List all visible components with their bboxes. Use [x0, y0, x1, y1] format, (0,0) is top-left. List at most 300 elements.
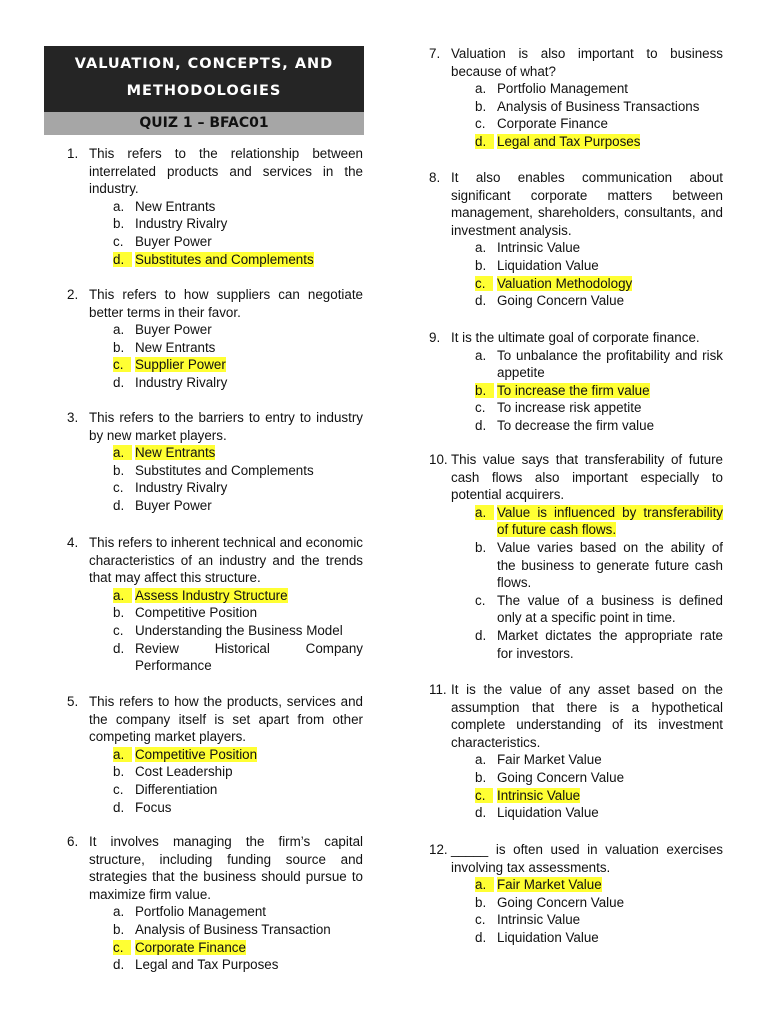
option-text-wrap	[497, 627, 723, 662]
option-letter-text: c.	[113, 622, 124, 638]
option-letter-text: d.	[113, 252, 132, 267]
question-number: 3.	[67, 410, 79, 425]
question-stem	[429, 681, 723, 751]
option-letter-text: d.	[113, 374, 125, 390]
question-8	[429, 169, 723, 310]
option-letter-text: d.	[475, 627, 487, 643]
question-number: 7.	[429, 46, 441, 61]
option-text-wrap	[497, 399, 723, 417]
question-stem	[429, 169, 723, 239]
option-letter	[113, 374, 135, 392]
question-4	[67, 534, 363, 675]
option-text-wrap	[497, 769, 723, 787]
answer-option	[113, 781, 363, 799]
option-list	[429, 504, 723, 662]
question-number: 9.	[429, 330, 441, 345]
option-letter-text: b.	[475, 894, 487, 910]
option-letter	[475, 239, 497, 257]
option-letter-text: c.	[475, 400, 486, 416]
option-text: Intrinsic Value	[497, 787, 581, 803]
option-text: Assess Industry Structure	[135, 587, 288, 603]
option-text-wrap	[135, 903, 363, 921]
option-letter	[475, 417, 497, 435]
option-text: Going Concern Value	[497, 293, 625, 309]
option-text: Substitutes and Complements	[135, 462, 314, 478]
option-letter	[475, 257, 497, 275]
option-letter-text: b.	[113, 216, 125, 232]
option-text: Focus	[135, 799, 172, 815]
option-list	[67, 587, 363, 675]
option-letter-text: b.	[475, 98, 487, 114]
option-text: Corporate Finance	[135, 939, 246, 955]
option-letter	[475, 592, 497, 627]
option-letter	[113, 215, 135, 233]
option-letter	[113, 781, 135, 799]
question-number: 8.	[429, 170, 441, 185]
option-letter-text: d.	[475, 417, 487, 433]
option-letter	[475, 133, 497, 151]
option-text-wrap	[135, 356, 363, 374]
answer-option-highlighted	[113, 746, 363, 764]
option-letter	[113, 233, 135, 251]
option-letter	[113, 956, 135, 974]
answer-option-highlighted	[475, 787, 723, 805]
option-text: Fair Market Value	[497, 752, 602, 768]
option-letter	[113, 356, 135, 374]
answer-option-highlighted	[113, 251, 363, 269]
option-letter	[475, 382, 497, 400]
option-letter	[113, 604, 135, 622]
question-stem	[429, 329, 723, 347]
option-text: Analysis of Business Transaction	[135, 921, 331, 937]
option-text: Portfolio Management	[135, 904, 267, 920]
answer-option	[475, 592, 723, 627]
option-text: Liquidation Value	[497, 805, 599, 821]
option-text-wrap	[497, 239, 723, 257]
question-number: 5.	[67, 694, 79, 709]
option-letter	[475, 627, 497, 662]
option-text-wrap	[497, 115, 723, 133]
option-text-wrap	[135, 198, 363, 216]
answer-option	[113, 198, 363, 216]
option-letter	[113, 497, 135, 515]
question-text: This refers to the relationship between interrelated products and services in the industry.	[89, 146, 363, 197]
option-text: Buyer Power	[135, 233, 212, 249]
question-12	[429, 841, 723, 947]
answer-option	[113, 215, 363, 233]
option-text-wrap	[497, 347, 723, 382]
answer-option-highlighted	[113, 939, 363, 957]
option-text-wrap	[135, 956, 363, 974]
option-letter-text: b.	[475, 539, 487, 555]
option-text-wrap	[135, 251, 363, 269]
option-letter-text: a.	[113, 904, 125, 920]
answer-option-highlighted	[475, 382, 723, 400]
option-text-wrap	[135, 604, 363, 622]
option-letter-text: c.	[113, 940, 131, 955]
option-letter	[113, 479, 135, 497]
question-text: This refers to inherent technical and economic characteristics of an industry and the trends that may affect this structure.	[89, 535, 363, 586]
option-text-wrap	[135, 921, 363, 939]
question-stem	[67, 286, 363, 321]
option-text-wrap	[135, 479, 363, 497]
answer-option	[475, 399, 723, 417]
question-stem	[67, 693, 363, 746]
option-letter	[113, 939, 135, 957]
option-text-wrap	[135, 374, 363, 392]
question-11	[429, 681, 723, 822]
question-stem	[67, 534, 363, 587]
option-text: Intrinsic Value	[497, 240, 581, 256]
question-stem	[429, 841, 723, 876]
title-line-1: VALUATION, CONCEPTS, AND	[74, 56, 334, 72]
option-text-wrap	[135, 215, 363, 233]
option-text: Industry Rivalry	[135, 216, 228, 232]
option-text-wrap	[135, 321, 363, 339]
question-number: 11.	[429, 682, 447, 697]
option-letter-text: b.	[113, 921, 125, 937]
question-stem	[67, 409, 363, 444]
option-list	[67, 321, 363, 391]
answer-option	[475, 627, 723, 662]
option-text: New Entrants	[135, 339, 216, 355]
option-letter	[113, 444, 135, 462]
option-letter-text: c.	[475, 276, 493, 291]
option-text-wrap	[497, 275, 723, 293]
option-text-wrap	[497, 911, 723, 929]
option-text-wrap	[497, 80, 723, 98]
question-stem	[67, 833, 363, 903]
question-text: It involves managing the firm’s capital structure, including funding source and strategies that the business should pursue to maximize firm value.	[89, 834, 363, 902]
option-text-wrap	[497, 751, 723, 769]
option-text: Competitive Position	[135, 746, 258, 762]
option-text: Supplier Power	[135, 357, 226, 373]
option-text-wrap	[135, 233, 363, 251]
option-text-wrap	[497, 417, 723, 435]
option-text-wrap	[497, 894, 723, 912]
answer-option	[113, 339, 363, 357]
option-letter	[475, 894, 497, 912]
option-text: Competitive Position	[135, 605, 258, 621]
option-list	[67, 444, 363, 514]
option-letter	[113, 251, 135, 269]
answer-option	[475, 911, 723, 929]
option-letter	[475, 399, 497, 417]
question-stem	[429, 451, 723, 504]
option-letter	[113, 763, 135, 781]
option-letter-text: c.	[113, 781, 124, 797]
answer-option	[475, 804, 723, 822]
option-text: Differentiation	[135, 781, 218, 797]
option-letter-text: b.	[113, 462, 125, 478]
answer-option	[475, 929, 723, 947]
answer-option	[475, 80, 723, 98]
option-text: Substitutes and Complements	[135, 251, 314, 267]
question-number: 12.	[429, 842, 448, 857]
answer-option-highlighted	[113, 356, 363, 374]
option-letter-text: b.	[475, 257, 487, 273]
option-letter-text: c.	[113, 480, 124, 496]
option-letter	[113, 640, 135, 675]
option-text: Buyer Power	[135, 322, 212, 338]
option-letter	[475, 292, 497, 310]
option-text: Valuation Methodology	[497, 275, 633, 291]
answer-option	[113, 903, 363, 921]
answer-option	[113, 921, 363, 939]
option-letter-text: b.	[113, 605, 125, 621]
option-text-wrap	[497, 876, 723, 894]
question-number: 1.	[67, 146, 79, 161]
option-text-wrap	[135, 640, 363, 675]
option-letter-text: c.	[113, 233, 124, 249]
option-text: New Entrants	[135, 198, 216, 214]
option-letter	[113, 339, 135, 357]
question-text: It is the ultimate goal of corporate finance.	[451, 330, 700, 345]
option-text-wrap	[497, 592, 723, 627]
answer-option	[475, 417, 723, 435]
option-list	[429, 239, 723, 309]
option-letter	[475, 347, 497, 382]
option-letter	[475, 275, 497, 293]
question-number: 2.	[67, 287, 79, 302]
option-text-wrap	[497, 133, 723, 151]
option-list	[429, 876, 723, 946]
question-text: _____ is often used in valuation exercises involving tax assessments.	[451, 842, 723, 875]
answer-option-highlighted	[475, 876, 723, 894]
option-letter	[475, 911, 497, 929]
question-number: 4.	[67, 535, 79, 550]
option-text-wrap	[135, 781, 363, 799]
answer-option	[113, 604, 363, 622]
answer-option	[475, 347, 723, 382]
option-letter-text: d.	[113, 799, 125, 815]
option-list	[67, 198, 363, 268]
option-letter	[475, 98, 497, 116]
answer-option	[113, 233, 363, 251]
option-text-wrap	[135, 339, 363, 357]
option-text-wrap	[135, 763, 363, 781]
answer-option	[113, 622, 363, 640]
option-letter	[475, 539, 497, 592]
option-text: To decrease the firm value	[497, 417, 655, 433]
option-letter-text: b.	[113, 764, 125, 780]
option-letter-text: d.	[113, 957, 125, 973]
option-text-wrap	[135, 799, 363, 817]
option-letter-text: a.	[475, 81, 487, 97]
option-list	[429, 347, 723, 435]
option-text: The value of a business is defined only at a specific point in time.	[497, 592, 723, 626]
option-letter-text: b.	[475, 769, 487, 785]
option-text: To increase risk appetite	[497, 400, 642, 416]
answer-option	[475, 239, 723, 257]
question-3	[67, 409, 363, 515]
option-text-wrap	[135, 462, 363, 480]
option-text: New Entrants	[135, 445, 216, 461]
option-letter-text: b.	[113, 339, 125, 355]
option-text: Intrinsic Value	[497, 912, 581, 928]
question-9	[429, 329, 723, 435]
option-text: Fair Market Value	[497, 877, 602, 893]
option-text-wrap	[497, 257, 723, 275]
option-letter-text: a.	[113, 588, 132, 603]
option-text-wrap	[135, 444, 363, 462]
option-text-wrap	[497, 98, 723, 116]
option-text: Industry Rivalry	[135, 374, 228, 390]
answer-option	[113, 497, 363, 515]
option-list	[429, 751, 723, 821]
option-letter-text: d.	[475, 134, 494, 149]
option-letter-text: a.	[113, 322, 125, 338]
option-text: To unbalance the profitability and risk appetite	[497, 347, 723, 381]
option-list	[429, 80, 723, 150]
option-letter	[113, 587, 135, 605]
option-list	[67, 903, 363, 973]
option-letter	[475, 769, 497, 787]
option-text-wrap	[135, 939, 363, 957]
option-letter	[113, 921, 135, 939]
answer-option	[113, 763, 363, 781]
option-text-wrap	[135, 746, 363, 764]
option-letter	[475, 929, 497, 947]
option-letter	[113, 903, 135, 921]
question-2	[67, 286, 363, 392]
option-letter	[113, 321, 135, 339]
answer-option	[113, 956, 363, 974]
option-letter-text: d.	[475, 293, 487, 309]
option-text: Legal and Tax Purposes	[135, 957, 279, 973]
answer-option	[475, 98, 723, 116]
option-letter-text: c.	[475, 592, 486, 608]
option-text: Understanding the Business Model	[135, 622, 343, 638]
option-letter	[475, 504, 497, 539]
option-text-wrap	[135, 622, 363, 640]
question-number: 10.	[429, 452, 448, 467]
option-letter-text: d.	[113, 640, 125, 656]
option-letter	[475, 115, 497, 133]
option-text-wrap	[497, 787, 723, 805]
option-text: Buyer Power	[135, 497, 212, 513]
option-text: Going Concern Value	[497, 894, 625, 910]
option-letter-text: d.	[113, 497, 125, 513]
option-letter-text: a.	[475, 752, 487, 768]
title-line-2: METHODOLOGIES	[126, 83, 282, 99]
option-text-wrap	[135, 497, 363, 515]
answer-option-highlighted	[475, 275, 723, 293]
answer-option	[475, 115, 723, 133]
option-text-wrap	[497, 539, 723, 592]
option-text: Review Historical Company Performance	[135, 640, 363, 674]
option-letter	[113, 462, 135, 480]
option-text: Value varies based on the ability of the business to generate future cash flows.	[497, 539, 723, 591]
question-7	[429, 45, 723, 151]
question-10	[429, 451, 723, 662]
option-letter-text: b.	[475, 383, 494, 398]
question-number: 6.	[67, 834, 79, 849]
answer-option	[475, 292, 723, 310]
option-letter-text: a.	[113, 445, 132, 460]
question-text: This refers to how the products, services and the company itself is set apart from other competing market players.	[89, 694, 363, 745]
question-text: It is the value of any asset based on the assumption that there is a hypothetical complete understanding of its investment characteristics.	[451, 682, 723, 750]
answer-option	[113, 374, 363, 392]
option-letter	[475, 80, 497, 98]
option-letter	[113, 799, 135, 817]
option-text: Market dictates the appropriate rate for investors.	[497, 627, 723, 661]
answer-option	[475, 539, 723, 592]
question-5	[67, 693, 363, 816]
answer-option-highlighted	[113, 587, 363, 605]
option-text-wrap	[497, 929, 723, 947]
option-letter	[475, 876, 497, 894]
answer-option	[113, 479, 363, 497]
option-letter	[475, 751, 497, 769]
question-stem	[429, 45, 723, 80]
answer-option	[475, 769, 723, 787]
answer-option	[113, 462, 363, 480]
option-letter-text: a.	[475, 347, 487, 363]
option-letter-text: c.	[475, 912, 486, 928]
option-text-wrap	[135, 587, 363, 605]
option-letter-text: d.	[475, 805, 487, 821]
option-text: Going Concern Value	[497, 769, 625, 785]
question-1	[67, 145, 363, 268]
option-letter-text: a.	[475, 505, 494, 520]
option-letter	[475, 787, 497, 805]
document-title	[44, 46, 364, 112]
option-letter	[113, 622, 135, 640]
question-text: This value says that transferability of future cash flows also important especially to potential acquirers.	[451, 452, 723, 503]
answer-option	[475, 751, 723, 769]
option-text: Corporate Finance	[497, 116, 608, 132]
answer-option	[113, 321, 363, 339]
option-letter-text: c.	[113, 357, 131, 372]
question-text: It also enables communication about significant corporate matters between management, shareholders, consultants, and investment analysis.	[451, 170, 723, 238]
question-text: This refers to how suppliers can negotiate better terms in their favor.	[89, 287, 363, 320]
option-list	[67, 746, 363, 816]
option-letter-text: a.	[113, 747, 132, 762]
option-letter-text: a.	[113, 198, 125, 214]
option-letter	[475, 804, 497, 822]
question-6	[67, 833, 363, 974]
option-text: Industry Rivalry	[135, 480, 228, 496]
answer-option	[113, 799, 363, 817]
quiz-label: QUIZ 1 – BFAC01	[44, 112, 364, 135]
option-letter-text: a.	[475, 877, 494, 892]
option-text: To increase the firm value	[497, 382, 650, 398]
option-text: Value is influenced by transferability of future cash flows.	[497, 504, 723, 538]
answer-option-highlighted	[475, 504, 723, 539]
answer-option	[113, 640, 363, 675]
option-letter-text: d.	[475, 929, 487, 945]
option-text-wrap	[497, 504, 723, 539]
option-text: Portfolio Management	[497, 81, 629, 97]
option-letter-text: c.	[475, 116, 486, 132]
question-text: Valuation is also important to business because of what?	[451, 46, 723, 79]
option-text: Analysis of Business Transactions	[497, 98, 700, 114]
option-text: Liquidation Value	[497, 929, 599, 945]
answer-option	[475, 257, 723, 275]
option-text: Legal and Tax Purposes	[497, 133, 641, 149]
answer-option-highlighted	[475, 133, 723, 151]
option-text-wrap	[497, 292, 723, 310]
answer-option-highlighted	[113, 444, 363, 462]
question-text: This refers to the barriers to entry to industry by new market players.	[89, 410, 363, 443]
option-letter	[113, 746, 135, 764]
answer-option	[475, 894, 723, 912]
option-text-wrap	[497, 382, 723, 400]
option-letter-text: a.	[475, 240, 487, 256]
option-letter	[113, 198, 135, 216]
option-text-wrap	[497, 804, 723, 822]
